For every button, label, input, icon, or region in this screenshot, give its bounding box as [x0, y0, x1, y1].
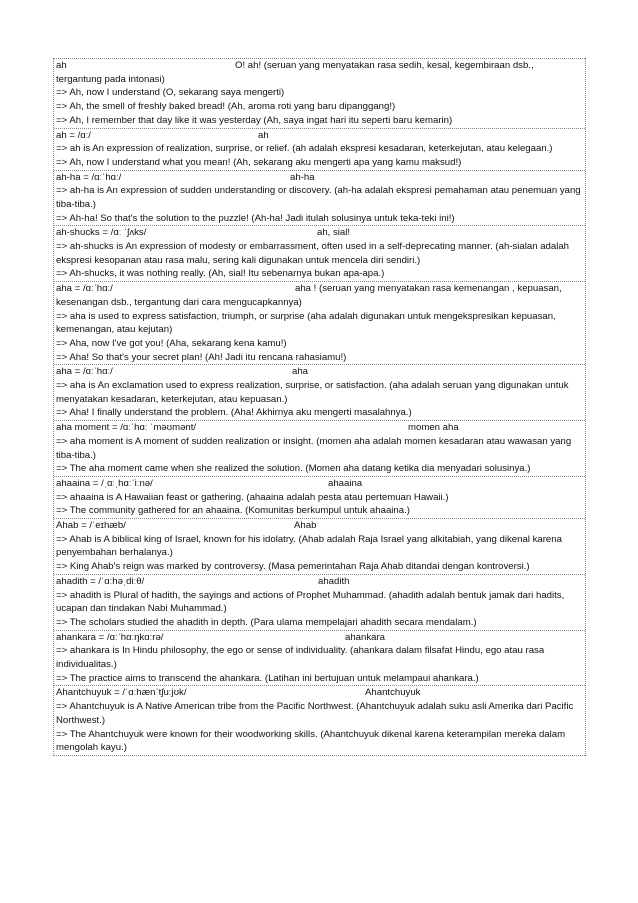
entry-line: => ahaaina is A Hawaiian feast or gathering. (ahaaina adalah pesta atau pertemuan Hawaii.)	[56, 491, 449, 503]
entry-aha-moment	[54, 420, 585, 476]
entry-line: => ah-shucks is An expression of modesty or embarrassment, often used in a self-deprecating manner. (ah-sialan adalah ekspresi kesopanan atau rasa malu, sering kali digunakan untuk mencela diri sendiri.)	[56, 241, 570, 266]
entry-gloss: O! ah! (seruan yang menyatakan rasa sedih, kesal, kegembiraan dsb.,	[235, 60, 534, 71]
entry-line: => aha is An exclamation used to express realization, surprise, or satisfaction. (aha adalah seruan yang digunakan untuk menyatakan kesadaran, keterkejutan, atau kepuasan.)	[56, 380, 569, 405]
entry-term: aha = /ɑːˈhɑː/	[56, 366, 113, 378]
entry-gloss: Ahab	[294, 520, 317, 532]
entry-head	[56, 226, 583, 240]
entry-ahab	[54, 518, 585, 574]
entry-line: => Ahantchuyuk is A Native American tribe from the Pacific Northwest. (Ahantchuyuk adalah suku asli Amerika dari Pacific Northwest.)	[56, 701, 574, 726]
entry-ah-ipa	[54, 128, 585, 170]
entry-aha-1	[54, 281, 585, 364]
entry-line: => The community gathered for an ahaaina. (Komunitas berkumpul untuk ahaaina.)	[56, 505, 410, 517]
entry-term: ah-shucks = /ɑː ˈʃʌks/	[56, 227, 147, 239]
entry-gloss: ahaaina	[328, 477, 363, 489]
entry-line: => The practice aims to transcend the ahankara. (Latihan ini bertujuan untuk melampaui ahankara.)	[56, 672, 479, 684]
entry-ah	[54, 58, 585, 128]
entry-term: ah = /ɑː/	[56, 129, 91, 141]
entry-term: Ahab = /ˈeɪhæb/	[56, 520, 126, 532]
entry-term: ah-ha = /ɑːˈhɑː/	[56, 171, 122, 183]
entry-head	[56, 129, 583, 143]
entry-line: => Ah, the smell of freshly baked bread! (Ah, aroma roti yang baru dipanggang!)	[56, 101, 396, 113]
entry-line: => Ahab is A biblical king of Israel, known for his idolatry. (Ahab adalah Raja Israel yang alkitabiah, yang dikenal karena penyembahan berhalanya.)	[56, 533, 562, 559]
entry-head	[56, 171, 583, 185]
entry-line: => Ah, now I understand (O, sekarang saya mengerti)	[56, 87, 285, 99]
entry-head	[56, 477, 583, 491]
entry-line: => Ah, now I understand what you mean! (Ah, sekarang aku mengerti apa yang kamu maksud!)	[56, 156, 462, 168]
entry-line: => aha is used to express satisfaction, triumph, or surprise (aha adalah digunakan untuk mengekspresikan kepuasan, kemenangan, atau kejutan)	[56, 310, 556, 336]
entry-ahaaina	[54, 476, 585, 518]
entry-gloss: ah-ha	[290, 171, 315, 183]
entry-line: => ah-ha is An expression of sudden understanding or discovery. (ah-ha adalah ekspresi pemahaman atau penemuan yang tiba-tiba.)	[56, 185, 581, 210]
dictionary-page	[53, 58, 586, 756]
entry-line: => The scholars studied the ahadith in depth. (Para ulama mempelajari ahadith secara mendalam.)	[56, 616, 477, 628]
entry-line: => Aha! I finally understand the problem. (Aha! Akhirnya aku mengerti masalahnya.)	[56, 407, 412, 419]
entry-ahankara	[54, 630, 585, 686]
entry-head	[56, 282, 583, 296]
entry-term: ahadith = /ˈɑːhəˌdiːθ/	[56, 575, 145, 587]
entry-head	[56, 519, 583, 533]
entry-gloss: momen aha	[408, 422, 459, 434]
entry-line: => ahankara is In Hindu philosophy, the ego or sense of individuality. (ahankara dalam filsafat Hindu, ego atau rasa individualitas.)	[56, 645, 545, 671]
entry-line: => ah is An expression of realization, surprise, or relief. (ah adalah ekspresi kesadaran, keterkejutan, atau kelegaan.)	[56, 143, 553, 155]
entry-gloss: ahankara	[345, 631, 386, 643]
entry-line: => Ah, I remember that day like it was yesterday (Ah, saya ingat hari itu seperti baru kemarin)	[56, 114, 453, 126]
entry-gloss: aha ! (seruan yang menyatakan rasa kemenangan , kepuasan,	[295, 283, 562, 295]
entry-line: kesenangan dsb., tergantung dari cara mengucapkannya)	[56, 296, 302, 308]
entry-ahantchuyuk	[54, 685, 585, 756]
entry-head	[56, 686, 583, 700]
entry-head	[56, 59, 583, 73]
entry-gloss: aha	[292, 366, 309, 378]
entry-gloss: ahadith	[318, 575, 350, 587]
entry-head	[56, 365, 583, 379]
entry-line: => Ah-ha! So that's the solution to the puzzle! (Ah-ha! Jadi itulah solusinya untuk teka-teki ini!)	[56, 212, 455, 224]
entry-line: => The aha moment came when she realized the solution. (Momen aha datang ketika dia menyadari solusinya.)	[56, 463, 531, 475]
entry-term: aha moment = /ɑːˈhɑː ˈməʊmənt/	[56, 422, 197, 434]
entry-aha-2	[54, 364, 585, 420]
entry-term: ahaaina = /ˌɑːˌhɑːˈiːnə/	[56, 477, 153, 489]
entry-ahadith	[54, 574, 585, 630]
entry-line: => The Ahantchuyuk were known for their woodworking skills. (Ahantchuyuk dikenal karena keterampilan mereka dalam mengolah kayu.)	[56, 728, 566, 754]
entry-line: => Ah-shucks, it was nothing really. (Ah, sial! Itu sebenarnya bukan apa-apa.)	[56, 268, 385, 280]
entry-term: Ahantchuyuk = /ˈɑːhænˈtʃuːjʊk/	[56, 687, 187, 699]
entry-term: ahankara = /ɑːˈhɑːŋkɑːrə/	[56, 631, 164, 643]
entry-term: ah	[56, 60, 67, 71]
entry-ah-shucks	[54, 225, 585, 281]
entry-line: => ahadith is Plural of hadith, the sayings and actions of Prophet Muhammad. (ahadith adalah bentuk jamak dari hadits, ucapan dan tindakan Nabi Muhammad.)	[56, 589, 565, 615]
entry-line: => aha moment is A moment of sudden realization or insight. (momen aha adalah momen kesadaran atau wawasan yang tiba-tiba.)	[56, 435, 572, 461]
entry-line: tergantung pada intonasi)	[56, 73, 165, 85]
entry-head	[56, 575, 583, 589]
entry-line: => King Ahab's reign was marked by controversy. (Masa pemerintahan Raja Ahab ditandai dengan kontroversi.)	[56, 561, 530, 573]
entry-ah-ha	[54, 170, 585, 226]
entry-term: aha = /ɑːˈhɑː/	[56, 283, 113, 295]
entry-gloss: ah, sial!	[317, 227, 351, 239]
entry-head	[56, 421, 583, 435]
entry-gloss: Ahantchuyuk	[365, 687, 421, 699]
entry-line: => Aha! So that's your secret plan! (Ah! Jadi itu rencana rahasiamu!)	[56, 351, 347, 363]
entry-gloss: ah	[258, 129, 269, 141]
entry-line: => Aha, now I've got you! (Aha, sekarang kena kamu!)	[56, 337, 287, 349]
entry-head	[56, 631, 583, 645]
